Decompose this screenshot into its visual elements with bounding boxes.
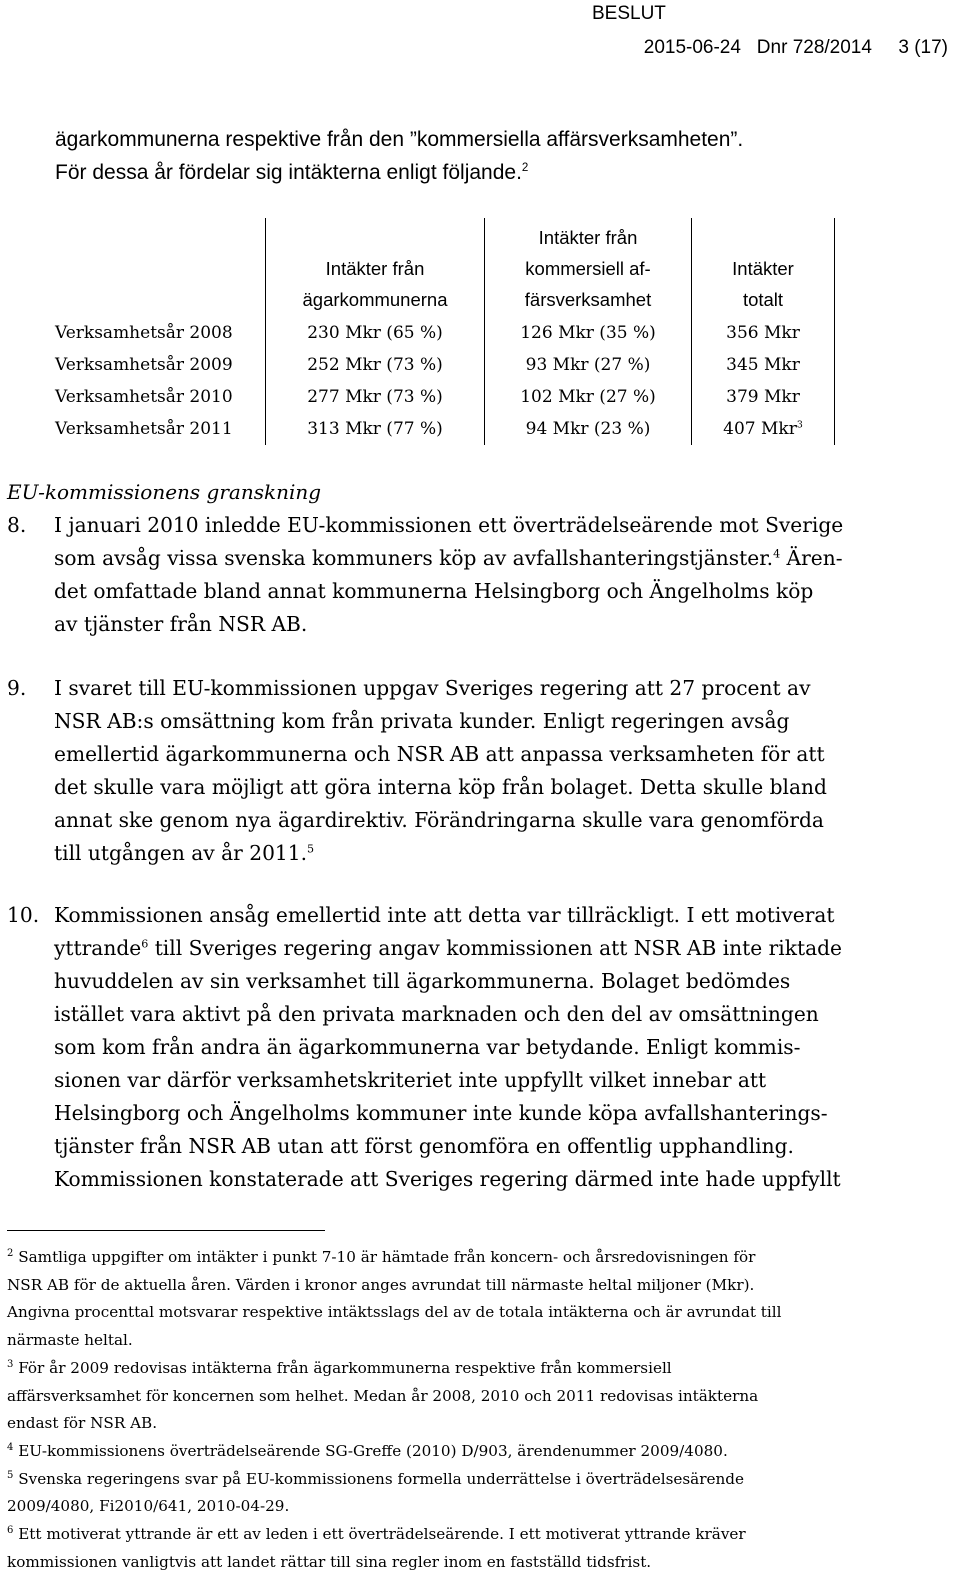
cell-commercial: 94 Mkr (23 %) [485, 413, 692, 445]
paragraph-line: Helsingborg och Ängelholms kommuner inte kunde köpa avfallshanterings- [54, 1101, 828, 1125]
paragraph-line: Kommissionen ansåg emellertid inte att detta var tillräckligt. I ett motiverat [54, 903, 835, 927]
paragraph-line-tail: Ären- [780, 546, 843, 570]
paragraph-line-text: till Sveriges regering angav kommissionen att NSR AB inte riktade [154, 936, 842, 960]
paragraph-line: NSR AB:s omsättning kom från privata kunder. Enligt regeringen avsåg [54, 709, 790, 733]
paragraph-line: I svaret till EU-kommissionen uppgav Sveriges regering att 27 procent av [54, 676, 811, 700]
paragraph-line: tjänster från NSR AB utan att först genomföra en offentlig upphandling. [54, 1134, 794, 1158]
cell-owner: 230 Mkr (65 %) [266, 317, 485, 349]
footnote-text: Svenska regeringens svar på EU-kommissionens formella underrättelse i överträdelsesärende [18, 1469, 744, 1488]
paragraph-line: det omfattade bland annat kommunerna Helsingborg och Ängelholms köp [54, 579, 814, 603]
cell-total-value: 345 Mkr [726, 355, 800, 375]
footnote-mark: 4 [7, 1441, 14, 1453]
paragraph-line: I januari 2010 inledde EU-kommissionen ett överträdelseärende mot Sverige [54, 513, 844, 537]
footnote-ref-5: 5 [307, 842, 315, 856]
paragraph-line: av tjänster från NSR AB. [54, 612, 308, 636]
footnote-line [7, 1438, 927, 1466]
footnote-mark: 5 [7, 1469, 14, 1481]
header-owner-line-2: ägarkommunerna [302, 289, 448, 310]
cell-owner: 252 Mkr (73 %) [266, 349, 485, 381]
cell-year: Verksamhetsår 2009 [55, 355, 233, 375]
header-total-line-1: Intäkter [732, 258, 794, 279]
footnote-2 [7, 1244, 927, 1355]
paragraph-line [54, 542, 907, 575]
document-type: BESLUT [592, 3, 666, 24]
header-total-revenue [692, 218, 835, 317]
paragraph-body [54, 672, 907, 870]
header-commercial-line-2: kommersiell af- [525, 258, 651, 279]
cell-total-value: 407 Mkr [723, 419, 797, 439]
paragraph-line: annat ske genom nya ägardirektiv. Förändringarna skulle vara genomförda [54, 808, 824, 832]
header-total-line-2: totalt [742, 289, 784, 310]
revenue-table [55, 218, 835, 445]
footnote-text: EU-kommissionens överträdelseärende SG-Greffe (2010) D/903, ärendenummer 2009/4080. [18, 1441, 728, 1460]
footnote-mark: 6 [7, 1524, 14, 1536]
paragraph-line: Kommissionen konstaterade att Sveriges regering därmed inte hade uppfyllt [54, 1167, 841, 1191]
cell-total-note: 3 [796, 419, 803, 431]
footnote-line: 2009/4080, Fi2010/641, 2010-04-29. [7, 1497, 290, 1516]
paragraph-body [54, 899, 907, 1196]
cell-total [692, 317, 835, 349]
intro-text [55, 123, 935, 189]
paragraph-8 [7, 509, 907, 641]
footnote-ref-4: 4 [773, 547, 781, 561]
paragraph-10 [7, 899, 907, 1196]
cell-commercial: 102 Mkr (27 %) [485, 381, 692, 413]
cell-year: Verksamhetsår 2011 [55, 419, 233, 439]
section-heading: EU-kommissionens granskning [7, 480, 322, 504]
footnote-3 [7, 1355, 927, 1438]
intro-line-2-text: För dessa år fördelar sig intäkterna enligt följande. [55, 161, 522, 184]
cell-total-value: 379 Mkr [726, 387, 800, 407]
header-commercial-revenue [485, 218, 692, 317]
footnote-line: närmaste heltal. [7, 1331, 133, 1350]
paragraph-number: 9. [7, 676, 27, 700]
table-row [55, 381, 835, 413]
paragraph-body [54, 509, 907, 641]
paragraph-number: 8. [7, 513, 27, 537]
case-number: Dnr 728/2014 [756, 37, 872, 58]
cell-year: Verksamhetsår 2008 [55, 323, 233, 343]
paragraph-line-head: yttrande [54, 936, 142, 960]
table-row [55, 413, 835, 445]
footnote-line [7, 1244, 927, 1272]
footnote-text: Samtliga uppgifter om intäkter i punkt 7-10 är hämtade från koncern- och årsredovisningen för [18, 1248, 756, 1266]
footnote-line: affärsverksamhet för koncernen som helhet. Medan år 2008, 2010 och 2011 redovisas intäkterna [7, 1386, 759, 1405]
document-meta-line [644, 36, 948, 60]
paragraph-line [54, 932, 907, 965]
cell-total [692, 381, 835, 413]
paragraph-9 [7, 672, 907, 870]
paragraph-number: 10. [7, 903, 40, 927]
paragraph-line: sionen var därför verksamhetskriteriet inte uppfyllt vilket innebar att [54, 1068, 767, 1092]
page-number: 3 (17) [898, 37, 948, 58]
cell-owner: 277 Mkr (73 %) [266, 381, 485, 413]
paragraph-line: huvuddelen av sin verksamhet till ägarkommunerna. Bolaget bedömdes [54, 969, 791, 993]
footnote-line: NSR AB för de aktuella åren. Värden i kronor anges avrundat till närmaste heltal miljoner (Mkr). [7, 1275, 755, 1294]
paragraph-line-text: till utgången av år 2011. [54, 841, 308, 865]
footnote-4 [7, 1438, 927, 1466]
paragraph-line: istället vara aktivt på den privata marknaden och den del av omsättningen [54, 1002, 819, 1026]
footnotes [7, 1244, 927, 1576]
intro-line-1: ägarkommunerna respektive från den ”kommersiella affärsverksamheten”. [55, 128, 744, 151]
footnote-mark: 2 [7, 1247, 14, 1259]
cell-total-value: 356 Mkr [726, 323, 800, 343]
paragraph-line-text: som avsåg vissa svenska kommuners köp av avfallshanteringstjänster. [54, 546, 774, 570]
footnote-5 [7, 1466, 927, 1521]
header-commercial-line-1: Intäkter från [538, 227, 638, 248]
cell-year: Verksamhetsår 2010 [55, 387, 233, 407]
footnote-ref-2: 2 [521, 162, 529, 174]
footnote-6 [7, 1521, 927, 1576]
intro-line-2 [55, 156, 935, 189]
table-row [55, 317, 835, 349]
document-date: 2015-06-24 [643, 37, 741, 58]
footnote-text: För år 2009 redovisas intäkterna från ägarkommunerna respektive från kommersiell [18, 1358, 672, 1377]
paragraph-line: som kom från andra än ägarkommunerna var betydande. Enligt kommis- [54, 1035, 801, 1059]
footnote-separator [7, 1230, 325, 1231]
header-commercial-line-3: färsverksamhet [524, 289, 652, 310]
footnote-text: Ett motiverat yttrande är ett av leden i ett överträdelseärende. I ett motiverat yttrande kräver [18, 1525, 746, 1544]
footnote-line [7, 1521, 927, 1549]
cell-commercial: 93 Mkr (27 %) [485, 349, 692, 381]
paragraph-line [54, 837, 907, 870]
table-header-row [55, 218, 835, 317]
header-owner-revenue [266, 218, 485, 317]
cell-total [692, 349, 835, 381]
footnote-line: Angivna procenttal motsvarar respektive intäktsslags del av de totala intäkterna och är avrundat till [7, 1303, 782, 1322]
cell-owner: 313 Mkr (77 %) [266, 413, 485, 445]
paragraph-line: emellertid ägarkommunerna och NSR AB att anpassa verksamheten för att [54, 742, 825, 766]
footnote-line: endast för NSR AB. [7, 1414, 158, 1433]
paragraph-line: det skulle vara möjligt att göra interna köp från bolaget. Detta skulle bland [54, 775, 827, 799]
header-year [55, 218, 266, 317]
footnote-mark: 3 [7, 1358, 14, 1370]
footnote-line: kommissionen vanligtvis att landet rättar till sina regler inom en fastställd tidsfrist. [7, 1552, 652, 1571]
header-owner-line-1: Intäkter från [325, 258, 425, 279]
footnote-ref-6: 6 [141, 937, 149, 951]
cell-total [692, 413, 835, 445]
cell-commercial: 126 Mkr (35 %) [485, 317, 692, 349]
table-row [55, 349, 835, 381]
footnote-line [7, 1355, 927, 1383]
footnote-line [7, 1466, 927, 1494]
